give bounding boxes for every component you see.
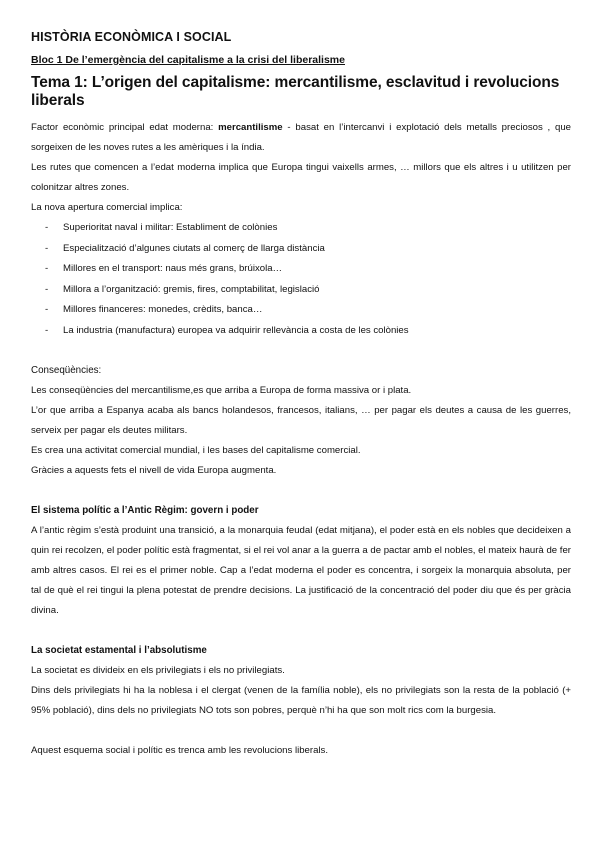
implications-list xyxy=(31,218,571,341)
list-item-text: Millores en el transport: naus més grans, brúixola… xyxy=(63,263,283,274)
list-item xyxy=(31,300,571,321)
spacer xyxy=(31,481,571,501)
consequencies-paragraph-3: Es crea una activitat comercial mundial, i les bases del capitalisme comercial. xyxy=(31,445,361,456)
dash-bullet: - xyxy=(45,242,49,254)
intro-p1-after: - basat en l’intercanvi i explotació dels metalls preciosos , que sorgeixen de les noves rutes a les amèriques i la índia. xyxy=(31,122,571,153)
intro-paragraph-1 xyxy=(31,118,571,158)
conclusio-paragraph: Aquest esquema social i polític es trenca amb les revolucions liberals. xyxy=(31,745,329,756)
sistema-politic-heading: El sistema polític a l’Antic Règim: govern i poder xyxy=(31,505,259,516)
consequencies-paragraph-2: L’or que arriba a Espanya acaba als bancs holandesos, francesos, italians, … per pagar els deutes a causa de les guerres, serveix per pagar els deutes militars. xyxy=(31,405,571,436)
list-item xyxy=(31,280,571,301)
sistema-politic-paragraph: A l’antic règim s’està produint una transició, a la monarquia feudal (edat mitjana), el poder està en els nobles que decideixen a quin rei recolzen, el poder polític està fragmentat, si el rei vol anar a la guerra a de pactar amb el nobles, el mateix haurà de fer amb altres casos. El rei es el primer noble. Cap a l’edat moderna el poder es concentra, i sorgeix la monarquia absoluta, per tal de què el rei tingui la plena potestat de prendre decisions. La justificació de la concentració del poder diu que és per gràcia divina. xyxy=(31,525,571,616)
societat-heading: La societat estamental i l’absolutisme xyxy=(31,645,207,656)
dash-bullet: - xyxy=(45,263,49,274)
list-item xyxy=(31,259,571,280)
consequencies-paragraph-4: Gràcies a aquests fets el nivell de vida Europa augmenta. xyxy=(31,465,277,476)
intro-p1-before: Factor econòmic principal edat moderna: xyxy=(31,122,219,133)
list-item-text: Millores financeres: monedes, crèdits, banca… xyxy=(63,304,263,315)
spacer xyxy=(31,721,571,741)
societat-paragraph-2: Dins dels privilegiats hi ha la noblesa i el clergat (venen de la família noble), els no privilegiats son la resta de la població (+ 95% població), dins dels no privilegiats NO tots son pobres, perquè n’hi ha que son molt rics com la burgesia. xyxy=(31,685,571,716)
document-title: HISTÒRIA ECONÒMICA I SOCIAL xyxy=(31,30,232,44)
list-item-text: Superioritat naval i militar: Establiment de colònies xyxy=(63,222,278,233)
dash-bullet: - xyxy=(45,283,49,295)
list-item-text: Millora a l’organització: gremis, fires, comptabilitat, legislació xyxy=(63,283,320,295)
intro-paragraph-3: La nova apertura comercial implica: xyxy=(31,202,183,213)
bloc-heading: Bloc 1 De l’emergència del capitalisme a la crisi del liberalisme xyxy=(31,54,345,66)
dash-bullet: - xyxy=(45,222,49,233)
dash-bullet: - xyxy=(45,304,49,315)
list-item xyxy=(31,218,571,239)
spacer xyxy=(31,621,571,641)
intro-paragraph-2: Les rutes que comencen a l’edat moderna implica que Europa tingui vaixells armes, … millors que els altres i u utilitzen per colonitzar altres zones. xyxy=(31,162,571,193)
societat-paragraph-1: La societat es divideix en els privilegiats i els no privilegiats. xyxy=(31,665,285,676)
list-item xyxy=(31,321,571,342)
dash-bullet: - xyxy=(45,324,49,336)
list-item-text: La industria (manufactura) europea va adquirir rellevància a costa de les colònies xyxy=(63,324,409,336)
document-page xyxy=(31,30,571,761)
mercantilisme-term: mercantilisme xyxy=(218,122,283,133)
tema-heading: Tema 1: L’origen del capitalisme: mercantilisme, esclavitud i revolucions liberals xyxy=(31,74,560,109)
spacer xyxy=(31,341,571,361)
consequencies-paragraph-1: Les conseqüències del mercantilisme,es que arriba a Europa de forma massiva or i plata. xyxy=(31,385,412,396)
list-item-text: Especialització d’algunes ciutats al comerç de llarga distància xyxy=(63,242,325,254)
list-item xyxy=(31,239,571,260)
consequencies-heading: Conseqüències: xyxy=(31,365,102,376)
